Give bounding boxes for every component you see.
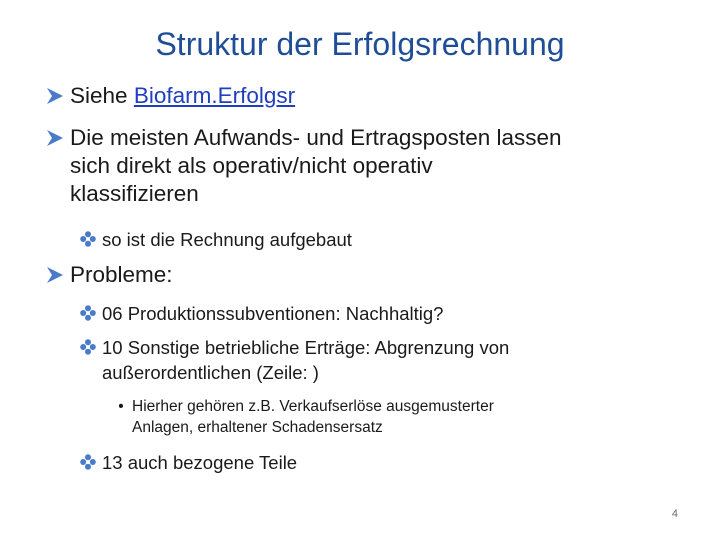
sub-bullet-bezogene-teile: 13 auch bezogene Teile [80,450,662,475]
bullet-siehe [46,82,690,110]
bullet-probleme: Probleme: [46,261,690,289]
arrow-bullet-icon [46,124,70,147]
diamond-bullet-icon [80,335,102,355]
sub-bullet-sonstige-ertraege [80,335,662,385]
bullet-siehe-prefix: Siehe [70,83,134,108]
diamond-bullet-icon [80,301,102,321]
biofarm-erfolgsr-link[interactable]: Biofarm.Erfolgsr [133,83,296,108]
dot-bullet-icon: • [118,398,124,415]
arrow-bullet-icon [46,261,70,284]
bullet-text-line: Die meisten Aufwands- und Ertragsposten lassen [70,125,562,150]
bullet-aufwands-ertragsposten [46,124,690,208]
detail-text-line: Anlagen, erhaltener Schadensersatz [132,419,383,436]
sub-bullet-rechnung: so ist die Rechnung aufgebaut [80,227,662,252]
detail-text-line: Hierher gehören z.B. Verkaufserlöse ausgemusterter [132,398,494,415]
bullet-text-line: klassifizieren [70,181,199,206]
sub-bullet-text-line: außerordentlichen (Zeile: ) [102,362,319,383]
slide-title: Struktur der Erfolgsrechnung [155,26,565,62]
page-number: 4 [671,508,678,520]
diamond-bullet-icon [80,450,102,470]
sub-bullet-produktionssubventionen: 06 Produktionssubventionen: Nachhaltig? [80,301,662,326]
diamond-bullet-icon [80,227,102,247]
sub-bullet-text-line: 10 Sonstige betriebliche Erträge: Abgrenzung von [102,337,510,358]
arrow-bullet-icon [46,82,70,105]
detail-bullet-hierher [110,396,652,438]
bullet-text-line: sich direkt als operativ/nicht operativ [70,153,433,178]
